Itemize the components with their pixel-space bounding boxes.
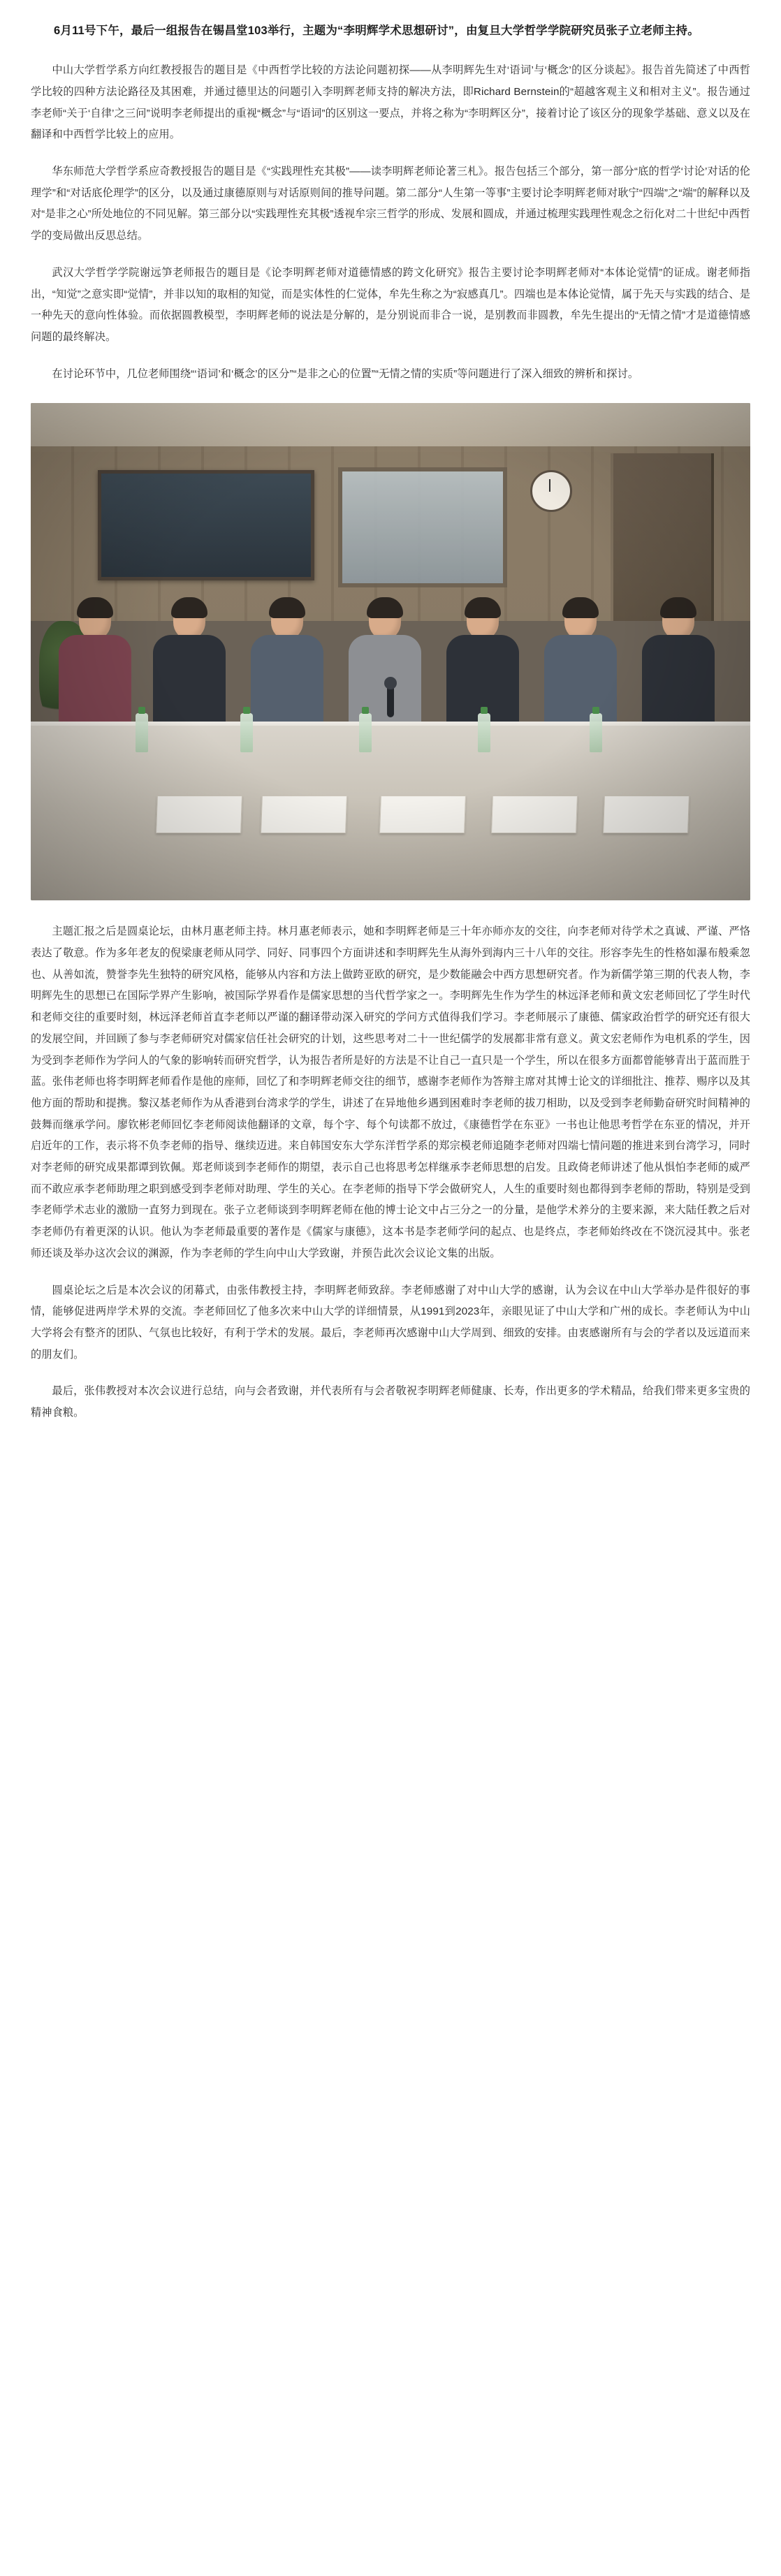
article-paragraph-1: 中山大学哲学系方向红教授报告的题目是《中西哲学比较的方法论问题初探——从李明辉先生对‘语词’与‘概念’的区分谈起》。报告首先简述了中西哲学比较的四种方法论路径及其困难，并通过德里达的问题引入李明辉老师支持的解决方法，即Richard Bernstein的“超越客观主义和相对主义”。报告通过李老师“关于‘自律’之三问”说明李老师提出的重视“概念”与“语词”的区别这一要点，并将之称为“李明辉区分”，接着讨论了该区分的现象学基础、意义以及在翻译和中西哲学比较上的应用。	[31, 64, 750, 141]
article-paragraph-6: 圆桌论坛之后是本次会议的闭幕式，由张伟教授主持，李明辉老师致辞。李老师感谢了对中山大学的感谢，认为会议在中山大学举办是件很好的事情，能够促进两岸学术界的交流。李老师回忆了他多次来中山大学的详细情景，从1991到2023年，亲眼见证了中山大学和广州的成长。李老师认为中山大学将会有整齐的团队、气氛也比较好，有利于学术的发展。最后，李老师再次感谢中山大学周到、细致的安排。由衷感谢所有与会的学者以及远道而来的朋友们。	[31, 1284, 750, 1361]
article-paragraph-4: 在讨论环节中，几位老师围绕“‘语词’和‘概念’的区分”“是非之心的位置”“无情之情的实质”等问题进行了深入细致的辨析和探讨。	[52, 367, 639, 380]
photo-vignette	[31, 403, 750, 900]
article-paragraph-7: 最后，张伟教授对本次会议进行总结，向与会者致谢，并代表所有与会者敬祝李明辉老师健康、长寿，作出更多的学术精品，给我们带来更多宝贵的精神食粮。	[31, 1385, 750, 1419]
photo-container	[31, 403, 750, 900]
article-paragraph-5: 主题汇报之后是圆桌论坛，由林月惠老师主持。林月惠老师表示，她和李明辉老师是三十年亦师亦友的交往，向李老师对待学术之真诚、严谨、严恪表达了敬意。作为多年老友的倪梁康老师从同学、同好、同事四个方面讲述和李明辉先生从海外到海内三十八年的交往。形容李先生的性格如瀑布般乘忽也、从善如流，赞誉李先生独特的研究风格，能够从内容和方法上做跨亚欧的研究，是少数能融会中西方思想研究者。作为新儒学第三期的代表人物，李明辉先生的思想已在国际学界产生影响，被国际学界看作是儒家思想的当代哲学家之一。李明辉先生作为学生的林远泽老师和黄文宏老师回忆了学生时代和老师交往的重要时刻，林远泽老师首直李老师以严谨的翻译带动深入研究的学问方式值得我们学习。李老师展示了康德、儒家政治哲学的研究还有很大的发展空间，并回顾了参与李老师研究对儒家信任社会研究的计划，这些思考对二十一世纪儒学的发展都非常有意义。黄文宏老师作为电机系的学生，因为受到李老师作为学问人的气象的影响转而研究哲学，认为报告者所是好的方法是不让自己一直只是一个学生，所以在很多方面都曾能够青出于蓝而胜于蓝。张伟老师也将李明辉老师看作是他的座师，回忆了和李明辉老师交往的细节，感谢李老师作为答辩主席对其博士论文的详细批注、推荐、赐序以及其他方面的帮助和提携。黎汉基老师作为从香港到台湾求学的学生，讲述了在异地他乡遇到困难时李老师的拔刀相助，以及受到李老师勤奋研究时间精神的鼓舞而继承学问。廖钦彬老师回忆李老师阅读他翻译的文章，每个字、每个句读都不放过，《康德哲学在东亚》一书也让他思考哲学在东亚的情况，并开启近年的工作，表示将不负李老师的指导、继续迈进。来自韩国安东大学东洋哲学系的郑宗模老师追随李老师对四端七情问题的推进来到台湾学习，同时对李老师的研究成果都谭到钦佩。郑老师谈到李老师作的期望，表示自己也将思考怎样继承李老师思想的启发。且政倚老师讲述了他从惧怕李老师的威严而不敢应承李老师助理之职到感受到李老师对助理、学生的关心。在李老师的指导下学会做研究人，人生的重要时刻也都得到李老师的帮助，特别是受到李老师学术志业的激励一直努力到现在。张子立老师谈到李明辉老师在他的博士论文中占三分之一的分量，是他学术养分的主要来源，来大陆任教之后对李老师仍有着更深的认识。他认为李老师最重要的著作是《儒家与康德》，这本书是李老师学问的起点、也是终点，李老师始终改在不饶沉浸其中。张老师还谈及举办这次会议的渊源，作为李老师的学生向中山大学致谢，并预告此次会议论文集的出版。	[31, 925, 750, 1259]
conference-roundtable-photo	[31, 403, 750, 900]
article-paragraph-2: 华东师范大学哲学系应奇教授报告的题目是《“实践理性充其极”——读李明辉老师论著三札》。报告包括三个部分，第一部分“底的哲学‘讨论’对话的伦理学”和“对话底伦理学”的区分，以及通过康德原则与对话原则间的推导问题。第二部分“人生第一等事”主要讨论李明辉老师对耿宁“四端”之“端”的解释以及对“是非之心”所处地位的不同见解。第三部分以“实践理性充其极”透视牟宗三哲学的形成、发展和圆成，并通过梳理实践理性观念之衍化对二十世纪中西哲学的变局做出反思总结。	[31, 165, 750, 242]
lead-paragraph: 6月11号下午，最后一组报告在锡昌堂103举行，主题为“李明辉学术思想研讨”，由复旦大学哲学学院研究员张子立老师主持。	[54, 24, 699, 37]
article-paragraph-3: 武汉大学哲学学院谢远笋老师报告的题目是《论李明辉老师对道德情感的跨文化研究》报告主要讨论李明辉老师对“本体论觉情”的证成。谢老师指出，“知觉”之意实即“觉情”，并非以知的取相的知觉，而是实体性的仁觉体，牟先生称之为“寂感真几”。四端也是本体论觉情，属于先天与实践的结合、是一种先天的意向性体验。而依据圆教模型，李明辉老师的说法是分解的，是分别说而非合一说，是别教而非圆教，牟先生提出的“无情之情”才是道德情感问题的最终解决。	[31, 266, 750, 343]
